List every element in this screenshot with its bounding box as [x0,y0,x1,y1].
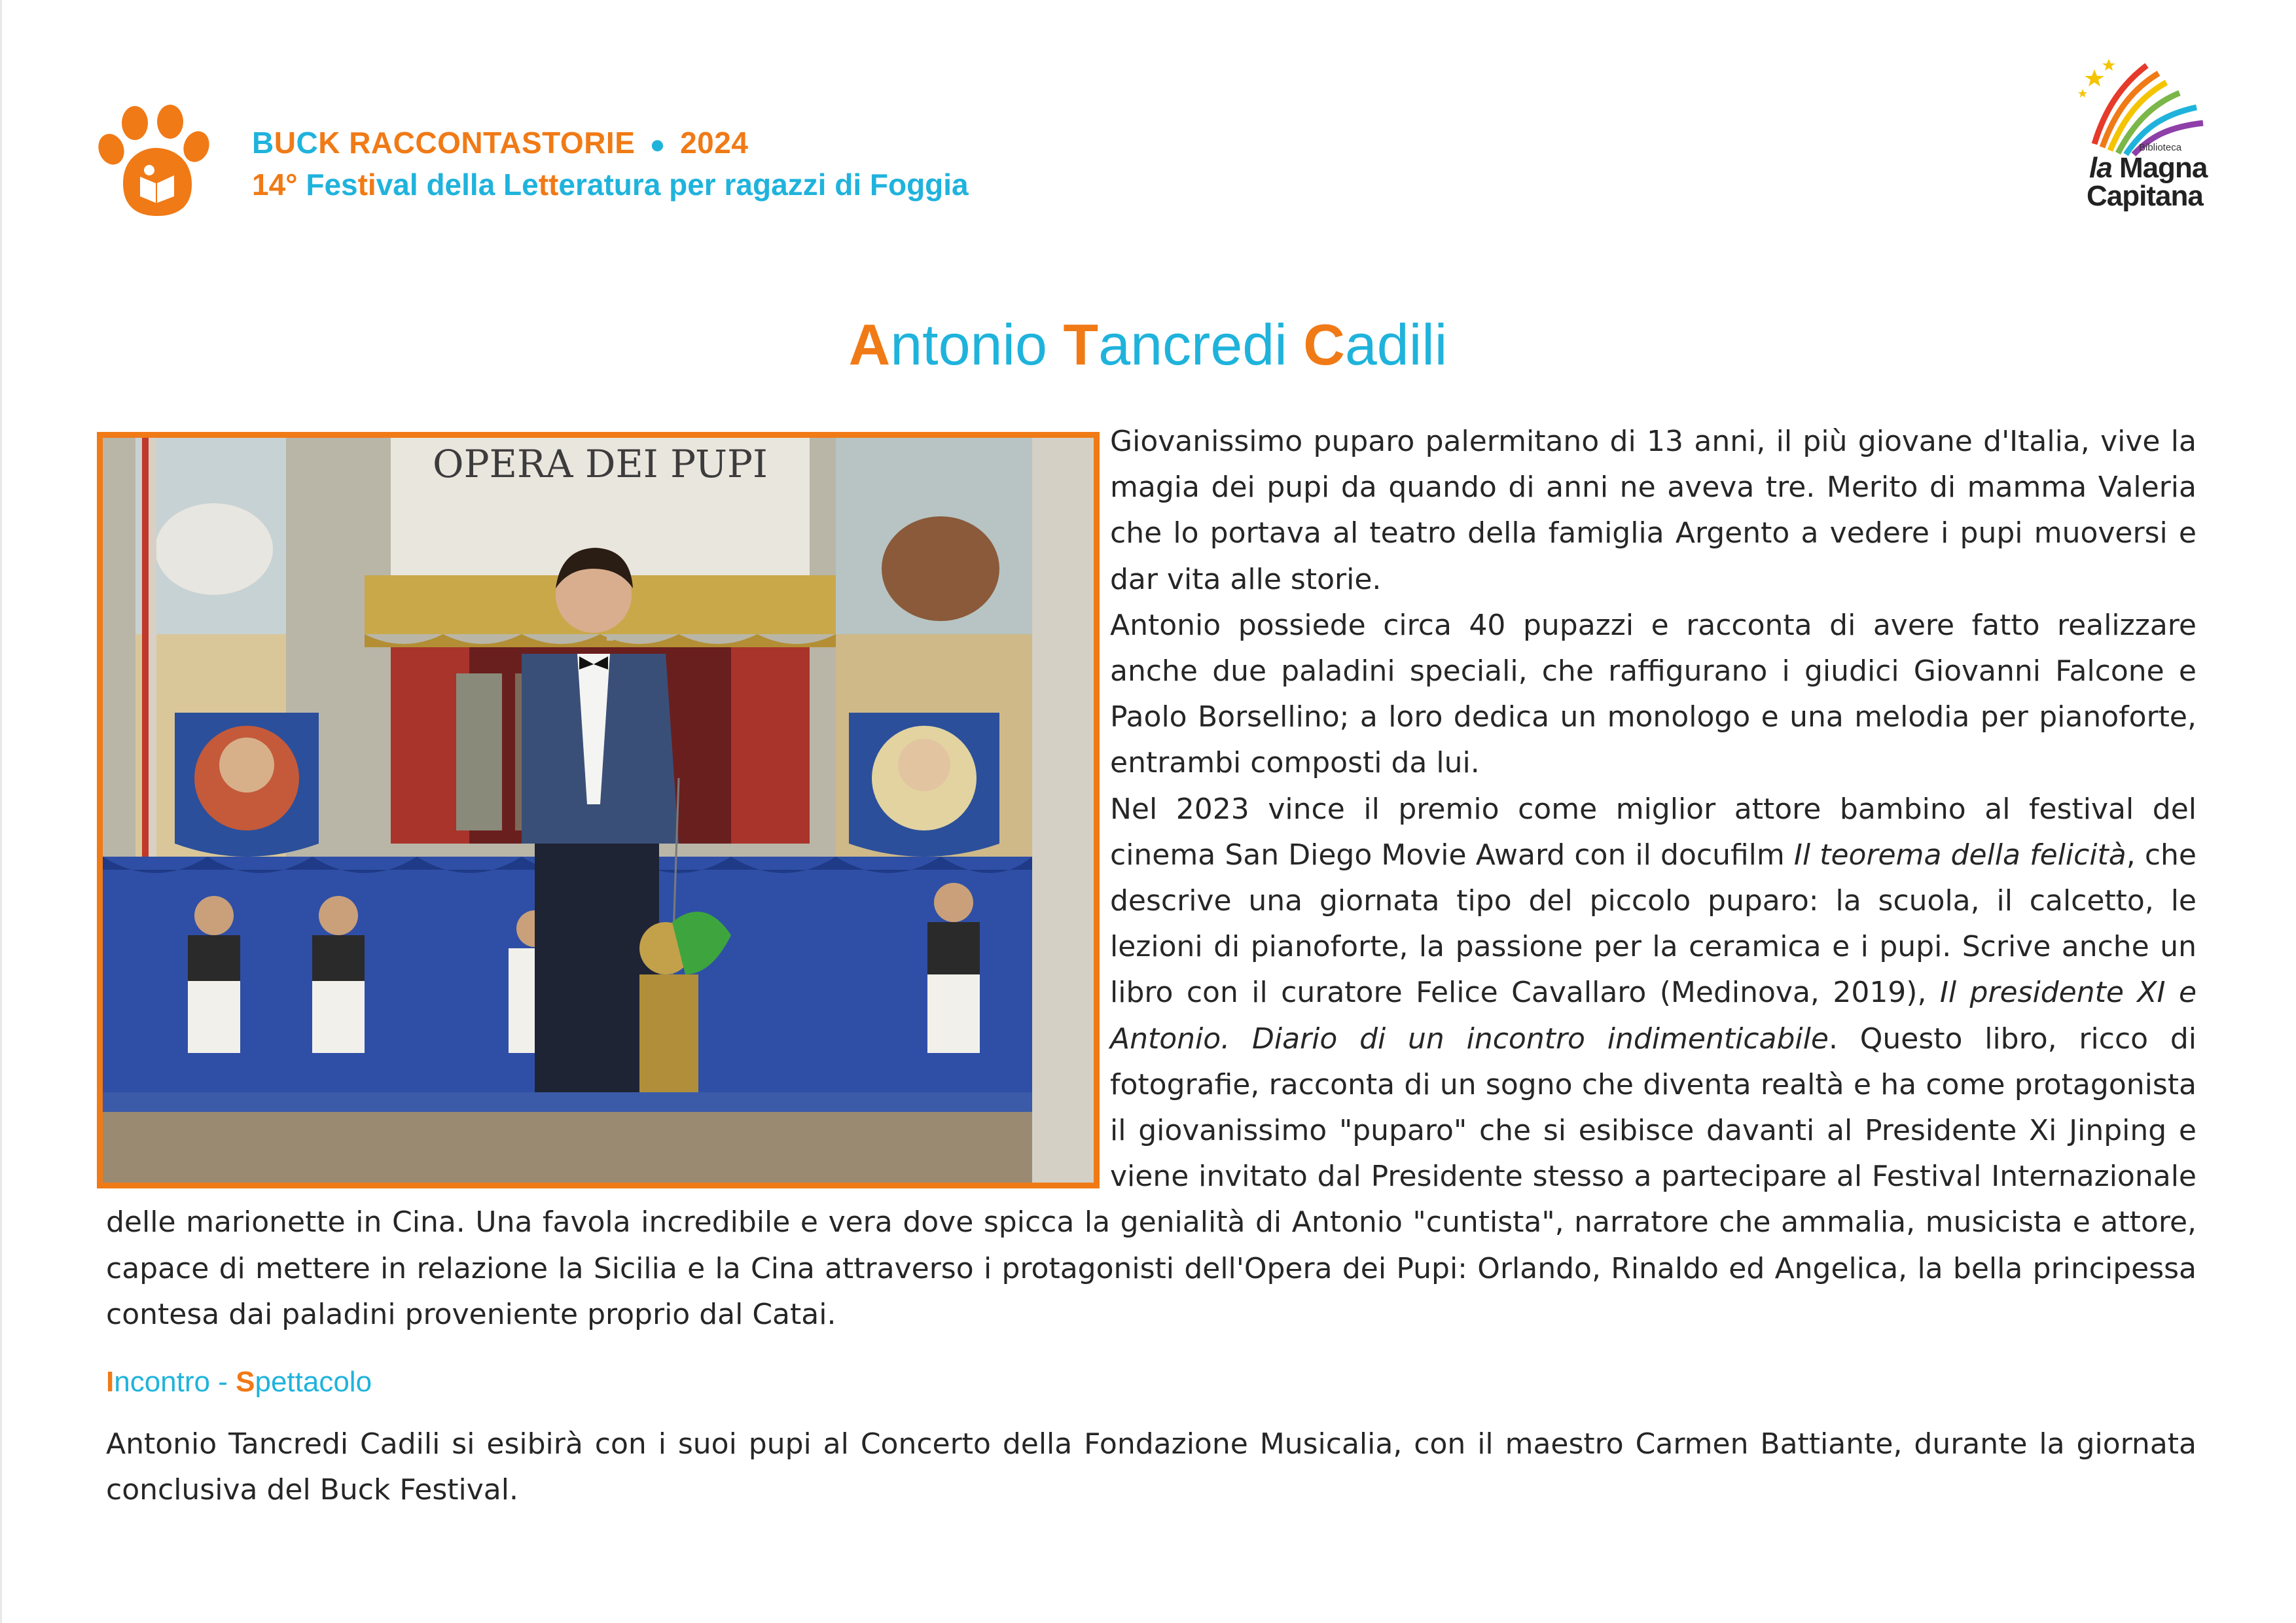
library-label: Biblioteca [2139,142,2182,153]
separator-dot-icon: ● [649,130,666,159]
festival-year: 2024 [680,126,749,160]
page-edge [0,0,2,1623]
library-name-line1: la Magna [2089,152,2208,184]
event-heading: Incontro - Spettacolo [106,1366,372,1398]
bio-paragraph-3: Nel 2023 vince il premio come miglior attore bambino al festival del cinema San Diego Movie Award con il docufilm Il teorema della felicità, che descrive una giornata tipo del piccolo puparo: la scuola, il calcetto, le lezioni di pianoforte, la passione per la ceramica e i pupi. Scrive anche un libro con il curatore Felice Cavallaro (Medinova, 2019), Il presidente XI e Antonio. Diario di un incontro indimenticabile. Questo libro, ricco di fotografie, racconta di un sogno che diventa realtà e ha come protagonista il giovanissimo "puparo" che si esibisce davanti al Presidente Xi Jinping e viene invitato dal Presidente stesso a partecipare al Festival Internazionale delle marionette in Cina. Una favola incredibile e vera dove spicca la genialità di Antonio "cuntista", narratore che ammalia, musicista e attore, capace di mettere in relazione la Sicilia e la Cina attraverso i protagonisti dell'Opera dei Pupi: Orlando, Rinaldo ed Angelica, la bella principessa contesa dai paladini proveniente proprio dal Catai. [106,792,2197,1331]
paw-book-logo-icon [97,105,215,217]
event-description: Antonio Tancredi Cadili si esibirà con i suoi pupi al Concerto della Fondazione Musicalia, con il maestro Carmen Battiante, durante la giornata conclusiva del Buck Festival. [106,1427,2197,1507]
library-name-line2: Capitana [2087,180,2203,212]
photo-spacer [97,419,1103,1199]
festival-name: BUCK RACCONTASTORIE ● 2024 [252,126,749,160]
book-title: Il presidente XI e Antonio. Diario di un incontro indimenticabile [1110,976,2197,1056]
bio-paragraph-2: Antonio possiede circa 40 pupazzi e racconta di avere fatto realizzare anche due paladini speciali, che raffigurano i giudici Giovanni Falcone e Paolo Borsellino; a loro dedica un monologo e una melodia per pianoforte, entrambi composti da lui. [1110,608,2197,780]
biography-text [106,419,2197,1338]
festival-subtitle: 14° Festival della Letteratura per ragazzi di Foggia [252,168,969,202]
festival-header [252,123,969,205]
page-title: Antonio Tancredi Cadili [848,312,1448,377]
bio-paragraph-1: Giovanissimo puparo palermitano di 13 anni, il più giovane d'Italia, vive la magia dei pupi da quando di anni ne aveva tre. Merito di mamma Valeria che lo portava al teatro della famiglia Argento a vedere i pupi muoversi e dar vita alle storie. [1110,425,2197,596]
opera-banner-text: OPERA DEI PUPI [433,442,768,486]
film-title: Il teorema della felicità [1793,838,2126,872]
